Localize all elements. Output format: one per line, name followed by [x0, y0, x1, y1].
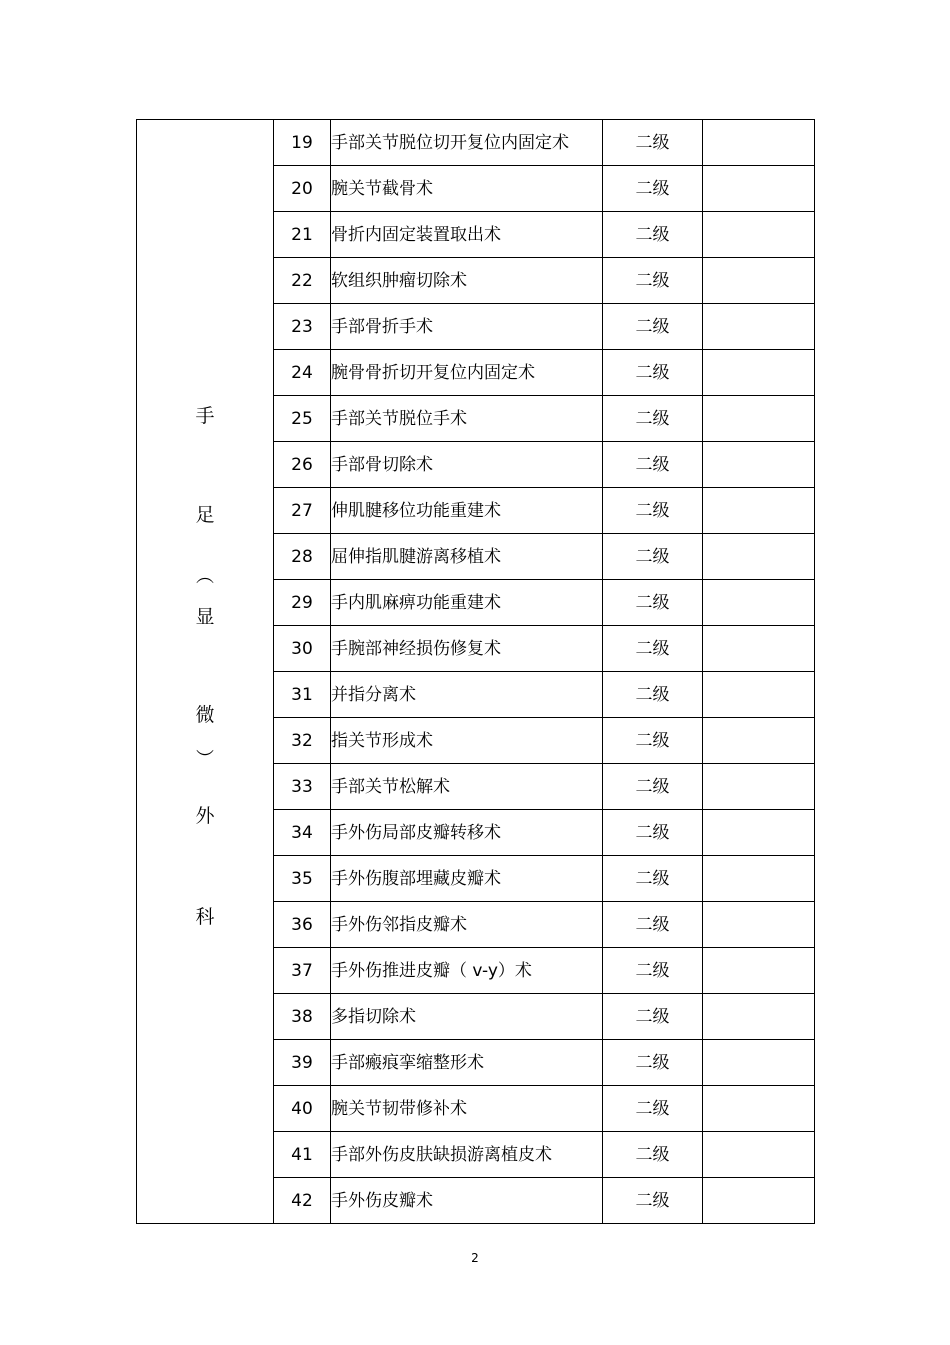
procedure-level-cell: 二级 [603, 488, 703, 534]
row-number-cell: 39 [274, 1040, 331, 1086]
procedure-name-cell: 多指切除术 [331, 994, 603, 1040]
department-cell [137, 120, 274, 1224]
row-number-cell: 20 [274, 166, 331, 212]
note-cell [703, 672, 815, 718]
procedure-level-cell: 二级 [603, 580, 703, 626]
department-char: 显 [195, 606, 215, 628]
note-cell [703, 350, 815, 396]
row-number-cell: 36 [274, 902, 331, 948]
row-number-cell: 29 [274, 580, 331, 626]
procedure-level-cell: 二级 [603, 304, 703, 350]
page-number: 2 [471, 1251, 479, 1265]
row-number-cell: 41 [274, 1132, 331, 1178]
row-number-cell: 38 [274, 994, 331, 1040]
procedure-level-cell: 二级 [603, 810, 703, 856]
procedure-level-cell: 二级 [603, 166, 703, 212]
procedure-name-cell: 手部关节松解术 [331, 764, 603, 810]
note-cell [703, 1132, 815, 1178]
row-number-cell: 31 [274, 672, 331, 718]
row-number-cell: 22 [274, 258, 331, 304]
note-cell [703, 442, 815, 488]
procedure-name-cell: 指关节形成术 [331, 718, 603, 764]
row-number-cell: 24 [274, 350, 331, 396]
procedure-level-cell: 二级 [603, 1086, 703, 1132]
procedure-level-cell: 二级 [603, 1040, 703, 1086]
procedure-name-cell: 手外伤腹部埋藏皮瓣术 [331, 856, 603, 902]
department-char: 手 [195, 405, 215, 427]
row-number-cell: 19 [274, 120, 331, 166]
procedure-name-cell: 手部瘢痕挛缩整形术 [331, 1040, 603, 1086]
procedure-name-cell: 手外伤局部皮瓣转移术 [331, 810, 603, 856]
procedure-table [136, 119, 815, 1224]
note-cell [703, 580, 815, 626]
department-char: 科 [195, 906, 215, 928]
row-number-cell: 25 [274, 396, 331, 442]
table-row [137, 120, 815, 166]
row-number-cell: 23 [274, 304, 331, 350]
note-cell [703, 948, 815, 994]
department-char: ︵ [196, 566, 214, 587]
procedure-level-cell: 二级 [603, 534, 703, 580]
procedure-name-cell: 手部关节脱位切开复位内固定术 [331, 120, 603, 166]
note-cell [703, 718, 815, 764]
note-cell [703, 810, 815, 856]
procedure-level-cell: 二级 [603, 212, 703, 258]
note-cell [703, 488, 815, 534]
department-name [137, 120, 273, 1223]
procedure-name-cell: 手部骨切除术 [331, 442, 603, 488]
procedure-table-body [137, 120, 815, 1224]
row-number-cell: 26 [274, 442, 331, 488]
note-cell [703, 1040, 815, 1086]
procedure-level-cell: 二级 [603, 994, 703, 1040]
note-cell [703, 1086, 815, 1132]
procedure-level-cell: 二级 [603, 948, 703, 994]
procedure-level-cell: 二级 [603, 442, 703, 488]
procedure-level-cell: 二级 [603, 672, 703, 718]
procedure-name-cell: 手部外伤皮肤缺损游离植皮术 [331, 1132, 603, 1178]
note-cell [703, 902, 815, 948]
procedure-level-cell: 二级 [603, 396, 703, 442]
procedure-name-cell: 手部关节脱位手术 [331, 396, 603, 442]
procedure-level-cell: 二级 [603, 626, 703, 672]
procedure-name-cell: 屈伸指肌腱游离移植术 [331, 534, 603, 580]
note-cell [703, 304, 815, 350]
note-cell [703, 120, 815, 166]
procedure-level-cell: 二级 [603, 856, 703, 902]
note-cell [703, 258, 815, 304]
row-number-cell: 35 [274, 856, 331, 902]
procedure-level-cell: 二级 [603, 1178, 703, 1224]
department-char: ︶ [196, 749, 214, 770]
row-number-cell: 21 [274, 212, 331, 258]
procedure-level-cell: 二级 [603, 120, 703, 166]
procedure-name-cell: 手外伤推进皮瓣（ v-y）术 [331, 948, 603, 994]
row-number-cell: 33 [274, 764, 331, 810]
procedure-name-cell: 手外伤邻指皮瓣术 [331, 902, 603, 948]
note-cell [703, 626, 815, 672]
department-char: 微 [195, 704, 215, 726]
procedure-level-cell: 二级 [603, 350, 703, 396]
procedure-name-cell: 伸肌腱移位功能重建术 [331, 488, 603, 534]
procedure-name-cell: 并指分离术 [331, 672, 603, 718]
procedure-name-cell: 手外伤皮瓣术 [331, 1178, 603, 1224]
procedure-name-cell: 腕关节韧带修补术 [331, 1086, 603, 1132]
procedure-level-cell: 二级 [603, 718, 703, 764]
procedure-name-cell: 手腕部神经损伤修复术 [331, 626, 603, 672]
row-number-cell: 30 [274, 626, 331, 672]
note-cell [703, 856, 815, 902]
note-cell [703, 764, 815, 810]
row-number-cell: 27 [274, 488, 331, 534]
row-number-cell: 34 [274, 810, 331, 856]
note-cell [703, 534, 815, 580]
procedure-name-cell: 腕关节截骨术 [331, 166, 603, 212]
row-number-cell: 42 [274, 1178, 331, 1224]
procedure-level-cell: 二级 [603, 258, 703, 304]
row-number-cell: 28 [274, 534, 331, 580]
note-cell [703, 994, 815, 1040]
procedure-level-cell: 二级 [603, 902, 703, 948]
procedure-level-cell: 二级 [603, 1132, 703, 1178]
procedure-name-cell: 手部骨折手术 [331, 304, 603, 350]
note-cell [703, 1178, 815, 1224]
row-number-cell: 32 [274, 718, 331, 764]
note-cell [703, 396, 815, 442]
procedure-name-cell: 软组织肿瘤切除术 [331, 258, 603, 304]
department-char: 足 [195, 504, 215, 526]
row-number-cell: 40 [274, 1086, 331, 1132]
procedure-name-cell: 骨折内固定装置取出术 [331, 212, 603, 258]
note-cell [703, 212, 815, 258]
department-char: 外 [195, 805, 215, 827]
procedure-name-cell: 手内肌麻痹功能重建术 [331, 580, 603, 626]
procedure-level-cell: 二级 [603, 764, 703, 810]
note-cell [703, 166, 815, 212]
row-number-cell: 37 [274, 948, 331, 994]
procedure-name-cell: 腕骨骨折切开复位内固定术 [331, 350, 603, 396]
